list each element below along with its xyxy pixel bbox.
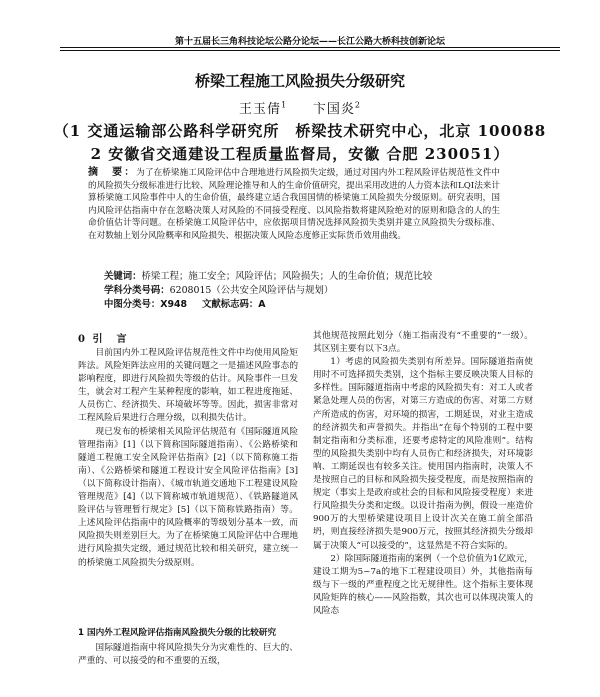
keywords-text: 桥梁工程；施工安全；风险评估；风险损失；人的生命价值；规范比较 bbox=[141, 271, 433, 282]
doc-label: 文献标志码： bbox=[201, 299, 259, 310]
paragraph: 目前国内外工程风险评估规范性文件中均使用风险矩阵法。风险矩阵法应用的关键问题之一是描述风险事态的影响程度，即进行风险损失等级的估计。风险事件一旦发生，就会对工程产生某种程度的影响，如工程进度拖延、人员伤亡、经济损失、环境破坏等等。因此，损害非常对工程风险后果进行合理分级，以利损失估计。 bbox=[78, 348, 298, 424]
paragraph: 其他规范按照此划分（施工指南没有“不重要的”一级）。其区别主要有以下3点。 bbox=[313, 331, 533, 355]
running-header: 第十五届长三角科技论坛公路分论坛——长江公路大桥科技创新论坛 bbox=[174, 37, 445, 47]
abstract bbox=[88, 167, 500, 243]
section-heading-comparison: 1 国内外工程风险评估指南风险损失分级的比较研究 bbox=[78, 628, 277, 638]
paragraph: 1）考虑的风险损失类别有所差异。国际隧道指南使用时不可选择损失类别，这个指标主要反映决策人目标的多样性。国际隧道指南中考虑的风险损失有：对工人或者紧急处理人员的伤害，对第三方造成的伤害、对第二方财产所造成的伤害，对环境的损害，工期延误，对业主造成的经济损失和声誉损失。并指出“在每个特别的工程中要制定指南和分类标准，还要考虑特定的风险准则”。结构型的风险损失类别中均有人员伤亡和经济损失，对环境影响、工期延误也有较多关注。使用国内指南时，决策人不是按照自己的目标和风险损失接受程度，而是按照指南的规定（事实上是政府或社会的目标和风险接受程度）来进行风险损失分类和定级。以设计指南为例，假设一座造价900万的大型桥梁建设项目上设计次关在施工前全部沿坍，则直接经济损失是900万元，按照其经济损失分级却属于决策人“可以接受的”，这显然是不符合实际的。 bbox=[313, 357, 533, 551]
affiliation-line-2: 2 安徽省交通建设工程质量监督局，安徽 合肥 230051） bbox=[90, 145, 510, 163]
clc-line bbox=[104, 298, 504, 311]
right-column-text bbox=[313, 330, 533, 618]
keywords-label: 关键词： bbox=[104, 271, 142, 282]
affiliation-line-1: （1 交通运输部公路科学研究所 桥梁技术研究中心，北京 100088 bbox=[53, 122, 547, 140]
keywords bbox=[104, 270, 504, 283]
author-sup: 2 bbox=[354, 100, 361, 110]
author-line bbox=[0, 98, 600, 117]
paragraph: 2）除国际隧道指南的案例（一个总价值为1亿欧元，建设工期为5~7a的地下工程建设项目）外，其他指南每级与下一级的严重程度之比无规律性。这个指标主要体现风险矩阵的核心——风险指数，其次也可以体现决策人的风险态 bbox=[313, 553, 533, 616]
left-column-text-2 bbox=[78, 642, 298, 668]
paper-title: 桥梁工程施工风险损失分级研究 bbox=[194, 72, 405, 90]
clc-code: X948 bbox=[160, 299, 188, 310]
doc-code: A bbox=[258, 299, 266, 310]
classification-text: 6208015（公共安全风险评估与规划） bbox=[169, 285, 334, 296]
author-name: 卞国炎 bbox=[312, 102, 355, 117]
paragraph: 现已发布的桥梁相关风险评估规范有《国际隧道风险管理指南》[1]（以下简称国际隧道指南）、《公路桥梁和隧道工程施工安全风险评估指南》[2]（以下简称施工指南）、《公路桥梁和隧道工程设计安全风险评估指南》[3]（以下简称设计指南）、《城市轨道交通地下工程建设风险管理规范》[4]（以下简称城市轨道规范）、《铁路隧道风险评估与管理暂行规定》[5]（以下简称铁路指南）等。上述风险评估指南中的风险概率的等级划分基本一致，而风险损失则差别巨大。为了在桥梁施工风险评估中合理地进行风险损失定级，通过规范比较和相关研究，建立统一的桥梁施工风险损失分级原则。 bbox=[78, 426, 298, 568]
header-rule-thin bbox=[60, 50, 560, 51]
left-column-text bbox=[78, 347, 298, 570]
header-rule bbox=[60, 47, 560, 48]
clc-label: 中图分类号： bbox=[104, 299, 161, 310]
author-name: 王玉倩 bbox=[239, 102, 282, 117]
section-heading-introduction: 0 引 言 bbox=[78, 334, 129, 345]
abstract-label: 摘 要： bbox=[88, 167, 137, 178]
classification bbox=[104, 284, 504, 297]
author-sup: 1 bbox=[281, 100, 288, 110]
abstract-text: 为了在桥梁施工风险评估中合理地进行风险损失定级，通过对国内外工程风险评估规范性文件中的风险损失分级标准进行比较、风险理论推导和人的生命价值研究，提出采用改进的人力资本法和LQI法来计算桥梁施工风险事件中人的生命价值，最终建立适合我国国情的桥梁施工风险损失分级原则。研究表明，国内风险评估指南中存在忽略决策人对风险的不同接受程度、以风险指数将建风险绝对的原则和隐含的人的生命价值估计等问题。在桥梁施工风险评估中，应依据项目情况选择风险损失类别并建立风险损失分级标准、在对数轴上划分风险概率和风险损失、根据决策人风险态度修正实际货币效用曲线。 bbox=[88, 168, 500, 241]
paragraph: 国际隧道指南中将风险损失分为灾难性的、巨大的、严重的、可以接受的和不重要的五级， bbox=[78, 643, 298, 667]
classification-label: 学科分类号码： bbox=[104, 285, 170, 296]
